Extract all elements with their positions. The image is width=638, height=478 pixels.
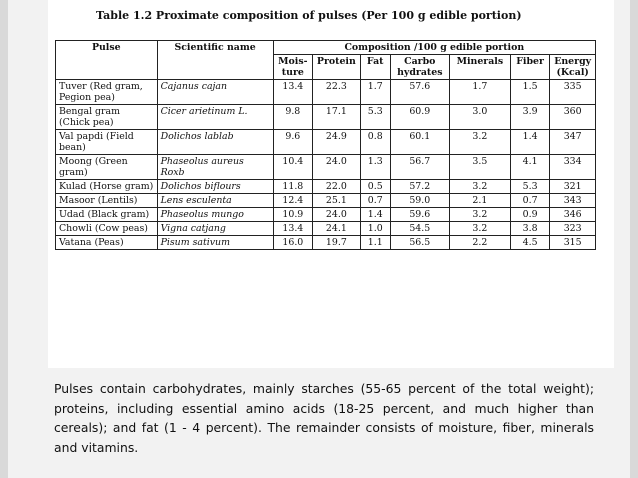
header-carbohydrates: Carbo hydrates [390, 55, 449, 80]
cell-energy: 334 [550, 155, 596, 180]
cell-fiber: 5.3 [510, 180, 549, 194]
header-scientific-name: Scientific name [157, 41, 273, 80]
cell-protein: 24.0 [313, 208, 361, 222]
cell-minerals: 3.5 [449, 155, 510, 180]
cell-carbo: 60.1 [390, 130, 449, 155]
cell-fiber: 1.4 [510, 130, 549, 155]
cell-sci: Cajanus cajan [157, 80, 273, 105]
cell-pulse: Tuver (Red gram, Pegion pea) [56, 80, 158, 105]
cell-fat: 5.3 [360, 105, 390, 130]
cell-carbo: 56.7 [390, 155, 449, 180]
cell-pulse: Moong (Green gram) [56, 155, 158, 180]
cell-pulse: Udad (Black gram) [56, 208, 158, 222]
cell-fat: 0.7 [360, 194, 390, 208]
cell-moisture: 11.8 [273, 180, 312, 194]
cell-sci: Lens esculenta [157, 194, 273, 208]
table-row [56, 222, 596, 236]
cell-fiber: 4.1 [510, 155, 549, 180]
table-row [56, 208, 596, 222]
right-margin-bar [630, 0, 638, 478]
cell-sci: Cicer arietinum L. [157, 105, 273, 130]
cell-energy: 360 [550, 105, 596, 130]
header-protein: Protein [313, 55, 361, 80]
cell-energy: 346 [550, 208, 596, 222]
table-row [56, 194, 596, 208]
header-pulse: Pulse [56, 41, 158, 80]
table-row [56, 80, 596, 105]
cell-minerals: 3.2 [449, 180, 510, 194]
cell-fat: 1.7 [360, 80, 390, 105]
header-minerals: Minerals [449, 55, 510, 80]
left-margin-bar [0, 0, 8, 478]
cell-protein: 24.9 [313, 130, 361, 155]
cell-energy: 347 [550, 130, 596, 155]
cell-carbo: 57.2 [390, 180, 449, 194]
header-fiber: Fiber [510, 55, 549, 80]
cell-sci: Vigna catjang [157, 222, 273, 236]
cell-sci: Phaseolus mungo [157, 208, 273, 222]
cell-protein: 17.1 [313, 105, 361, 130]
cell-protein: 22.0 [313, 180, 361, 194]
cell-protein: 19.7 [313, 236, 361, 250]
cell-fiber: 0.9 [510, 208, 549, 222]
cell-protein: 22.3 [313, 80, 361, 105]
cell-moisture: 10.4 [273, 155, 312, 180]
cell-fiber: 3.8 [510, 222, 549, 236]
cell-minerals: 2.1 [449, 194, 510, 208]
cell-sci: Phaseolus aureus Roxb [157, 155, 273, 180]
cell-fat: 1.4 [360, 208, 390, 222]
cell-minerals: 3.0 [449, 105, 510, 130]
cell-carbo: 54.5 [390, 222, 449, 236]
cell-sci: Pisum sativum [157, 236, 273, 250]
table-row [56, 236, 596, 250]
cell-energy: 321 [550, 180, 596, 194]
header-moisture: Mois- ture [273, 55, 312, 80]
cell-minerals: 3.2 [449, 208, 510, 222]
table-row [56, 180, 596, 194]
table-row [56, 155, 596, 180]
cell-sci: Dolichos lablab [157, 130, 273, 155]
cell-carbo: 59.6 [390, 208, 449, 222]
table-row [56, 130, 596, 155]
cell-pulse: Kulad (Horse gram) [56, 180, 158, 194]
cell-pulse: Chowli (Cow peas) [56, 222, 158, 236]
cell-minerals: 3.2 [449, 222, 510, 236]
cell-carbo: 59.0 [390, 194, 449, 208]
cell-energy: 343 [550, 194, 596, 208]
cell-pulse: Masoor (Lentils) [56, 194, 158, 208]
cell-carbo: 60.9 [390, 105, 449, 130]
table-caption: Table 1.2 Proximate composition of pulses (Per 100 g edible portion) [96, 9, 522, 22]
cell-carbo: 57.6 [390, 80, 449, 105]
cell-sci: Dolichos biflours [157, 180, 273, 194]
cell-fat: 1.1 [360, 236, 390, 250]
cell-moisture: 12.4 [273, 194, 312, 208]
cell-moisture: 13.4 [273, 80, 312, 105]
cell-carbo: 56.5 [390, 236, 449, 250]
cell-minerals: 2.2 [449, 236, 510, 250]
cell-moisture: 10.9 [273, 208, 312, 222]
cell-moisture: 9.8 [273, 105, 312, 130]
cell-moisture: 13.4 [273, 222, 312, 236]
pulse-composition-table [55, 40, 596, 250]
table-row [56, 105, 596, 130]
cell-fat: 0.8 [360, 130, 390, 155]
cell-fiber: 3.9 [510, 105, 549, 130]
cell-minerals: 3.2 [449, 130, 510, 155]
header-fat: Fat [360, 55, 390, 80]
cell-fat: 1.3 [360, 155, 390, 180]
description-paragraph: Pulses contain carbohydrates, mainly starches (55-65 percent of the total weight); proteins, including essential amino acids (18-25 percent, and much higher than cereals); and fat (1 - 4 percent). The remainder consists of moisture, fiber, minerals and vitamins. [54, 381, 594, 455]
cell-energy: 315 [550, 236, 596, 250]
cell-protein: 25.1 [313, 194, 361, 208]
cell-fiber: 1.5 [510, 80, 549, 105]
cell-fat: 0.5 [360, 180, 390, 194]
cell-fiber: 0.7 [510, 194, 549, 208]
header-energy: Energy (Kcal) [550, 55, 596, 80]
cell-energy: 335 [550, 80, 596, 105]
header-composition: Composition /100 g edible portion [273, 41, 595, 55]
cell-pulse: Val papdi (Field bean) [56, 130, 158, 155]
cell-moisture: 9.6 [273, 130, 312, 155]
cell-pulse: Bengal gram (Chick pea) [56, 105, 158, 130]
cell-protein: 24.0 [313, 155, 361, 180]
cell-minerals: 1.7 [449, 80, 510, 105]
cell-moisture: 16.0 [273, 236, 312, 250]
cell-energy: 323 [550, 222, 596, 236]
cell-protein: 24.1 [313, 222, 361, 236]
cell-fat: 1.0 [360, 222, 390, 236]
cell-pulse: Vatana (Peas) [56, 236, 158, 250]
cell-fiber: 4.5 [510, 236, 549, 250]
